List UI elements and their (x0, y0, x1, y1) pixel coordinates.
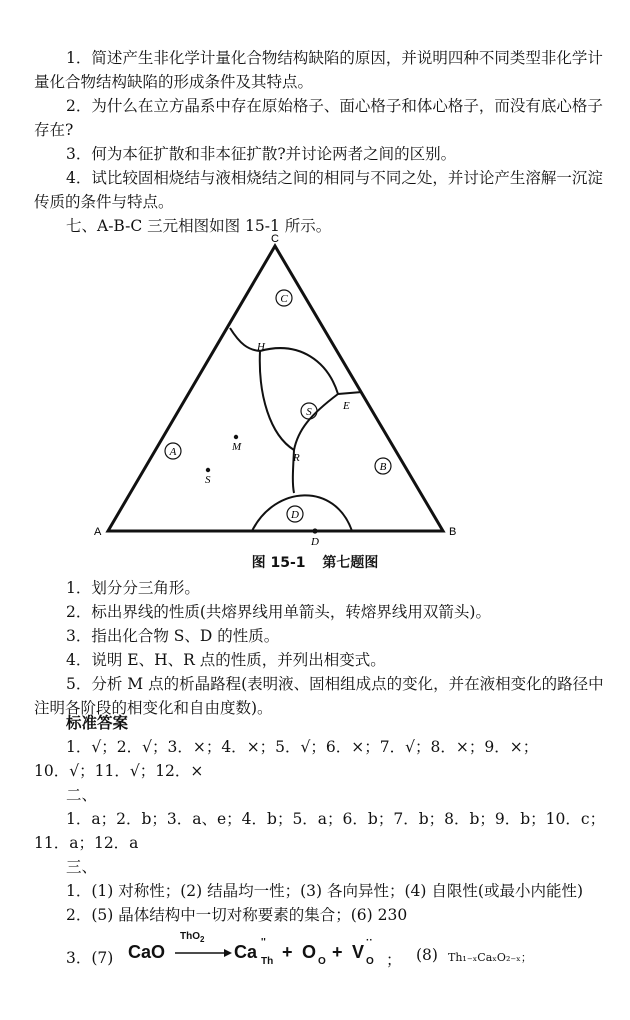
point-label-d: D (311, 536, 319, 548)
formula-term3: V (352, 942, 365, 962)
point-s-dot (206, 468, 210, 472)
boundary-e-to-right-edge (338, 392, 362, 394)
answer-part2-line1: 1．a；2．b；3．a、e；4．b；5．a；6．b；7．b；8．b；9．b；10．c； (66, 810, 606, 828)
region-label-s: S (306, 406, 312, 418)
answer-part2-line2: 11．a；12．a (34, 834, 139, 852)
boundary-h-to-e (260, 348, 338, 394)
reaction-arrow-icon (174, 946, 234, 960)
point-m-dot (234, 435, 238, 439)
vertex-label-a: A (94, 526, 102, 538)
point-label-r: R (293, 452, 300, 464)
answer-heading: 标准答案 (66, 714, 129, 732)
item8-formula: Th₁₋ₓCaₓO₂₋ₓ； (448, 951, 532, 964)
boundary-e-to-r (294, 394, 338, 450)
task-5: 5．分析 M 点的析晶路程(表明液、固相组成点的变化，并在液相变化的路径中注明各阶段的相变化和自由度数)。 (34, 675, 604, 717)
answer-part2-heading: 二、 (66, 786, 98, 804)
formula-over-arrow: ThO$_2$ (180, 931, 205, 944)
triangle-outline (108, 246, 443, 531)
item8-label: (8) (416, 946, 438, 964)
formula-plus-1: + (282, 942, 293, 962)
boundary-h-to-r (260, 351, 294, 450)
answer-part3-item3 (66, 930, 606, 970)
formula-plus-2: + (332, 942, 343, 962)
formula-term1-sup: '' (261, 937, 266, 948)
point-label-e: E (343, 400, 350, 412)
formula-term1-sub: Th (261, 956, 274, 967)
region-label-c: C (280, 293, 288, 305)
boundary-d-field (252, 495, 352, 531)
section-7-heading: 七、A-B-C 三元相图如图 15-1 所示。 (66, 217, 332, 235)
point-label-h: H (257, 341, 265, 353)
question-1: 1．简述产生非化学计量化合物结构缺陷的原因，并说明四种不同类型非化学计量化合物结构缺陷的形成条件及其特点。 (34, 49, 603, 91)
answer-part1-line1: 1．√；2．√；3．×；4．×；5．√；6．×；7．√；8．×；9．×； (66, 738, 539, 756)
figure-caption-title: 第七题图 (322, 555, 379, 571)
answer-part3-item1: 1．(1) 对称性；(2) 结晶均一性；(3) 各向异性；(4) 自限性(或最小内能性) (66, 882, 583, 900)
answer-part3-heading: 三、 (66, 858, 98, 876)
vertex-label-b: B (449, 526, 457, 538)
region-label-a: A (169, 446, 177, 458)
region-label-d: D (291, 509, 299, 521)
vertex-label-c: C (271, 233, 279, 245)
formula-term3-sub: O (366, 956, 374, 967)
task-3: 3．指出化合物 S、D 的性质。 (66, 627, 280, 645)
point-label-s: S (205, 474, 211, 486)
formula-term1: Ca (234, 942, 258, 962)
region-label-b: B (379, 461, 387, 473)
formula-term3-sup: ·· (366, 935, 373, 946)
answer-part3-item2: 2．(5) 晶体结构中一切对称要素的集合；(6) 230 (66, 906, 408, 924)
point-d-dot (312, 528, 317, 533)
task-1: 1．划分分三角形。 (66, 579, 200, 597)
answer-part1-line2: 10．√；11．√；12．× (34, 762, 204, 780)
question-4: 4．试比较固相烧结与液相烧结之间的相同与不同之处，并讨论产生溶解一沉淀传质的条件与特点。 (34, 169, 603, 211)
task-4: 4．说明 E、H、R 点的性质，并列出相变式。 (66, 651, 386, 669)
formula-term2: O (302, 942, 317, 962)
formula-semicolon: ； (386, 951, 402, 969)
figure-caption (0, 552, 630, 572)
boundary-h-to-left-edge (230, 328, 260, 351)
question-3: 3．何为本征扩散和非本征扩散?并讨论两者之间的区别。 (66, 145, 457, 163)
task-2: 2．标出界线的性质(共熔界线用单箭头，转熔界线用双箭头)。 (66, 603, 491, 621)
formula-term2-sub: O (318, 956, 326, 967)
item3-prefix: 3．(7) (66, 949, 114, 967)
question-2: 2．为什么在立方晶系中存在原始格子、面心格子和体心格子，而没有底心格子存在? (34, 97, 603, 139)
point-label-m: M (232, 441, 242, 453)
formula-lhs: CaO (128, 942, 166, 962)
figure-caption-number: 图 15-1 (251, 555, 306, 571)
